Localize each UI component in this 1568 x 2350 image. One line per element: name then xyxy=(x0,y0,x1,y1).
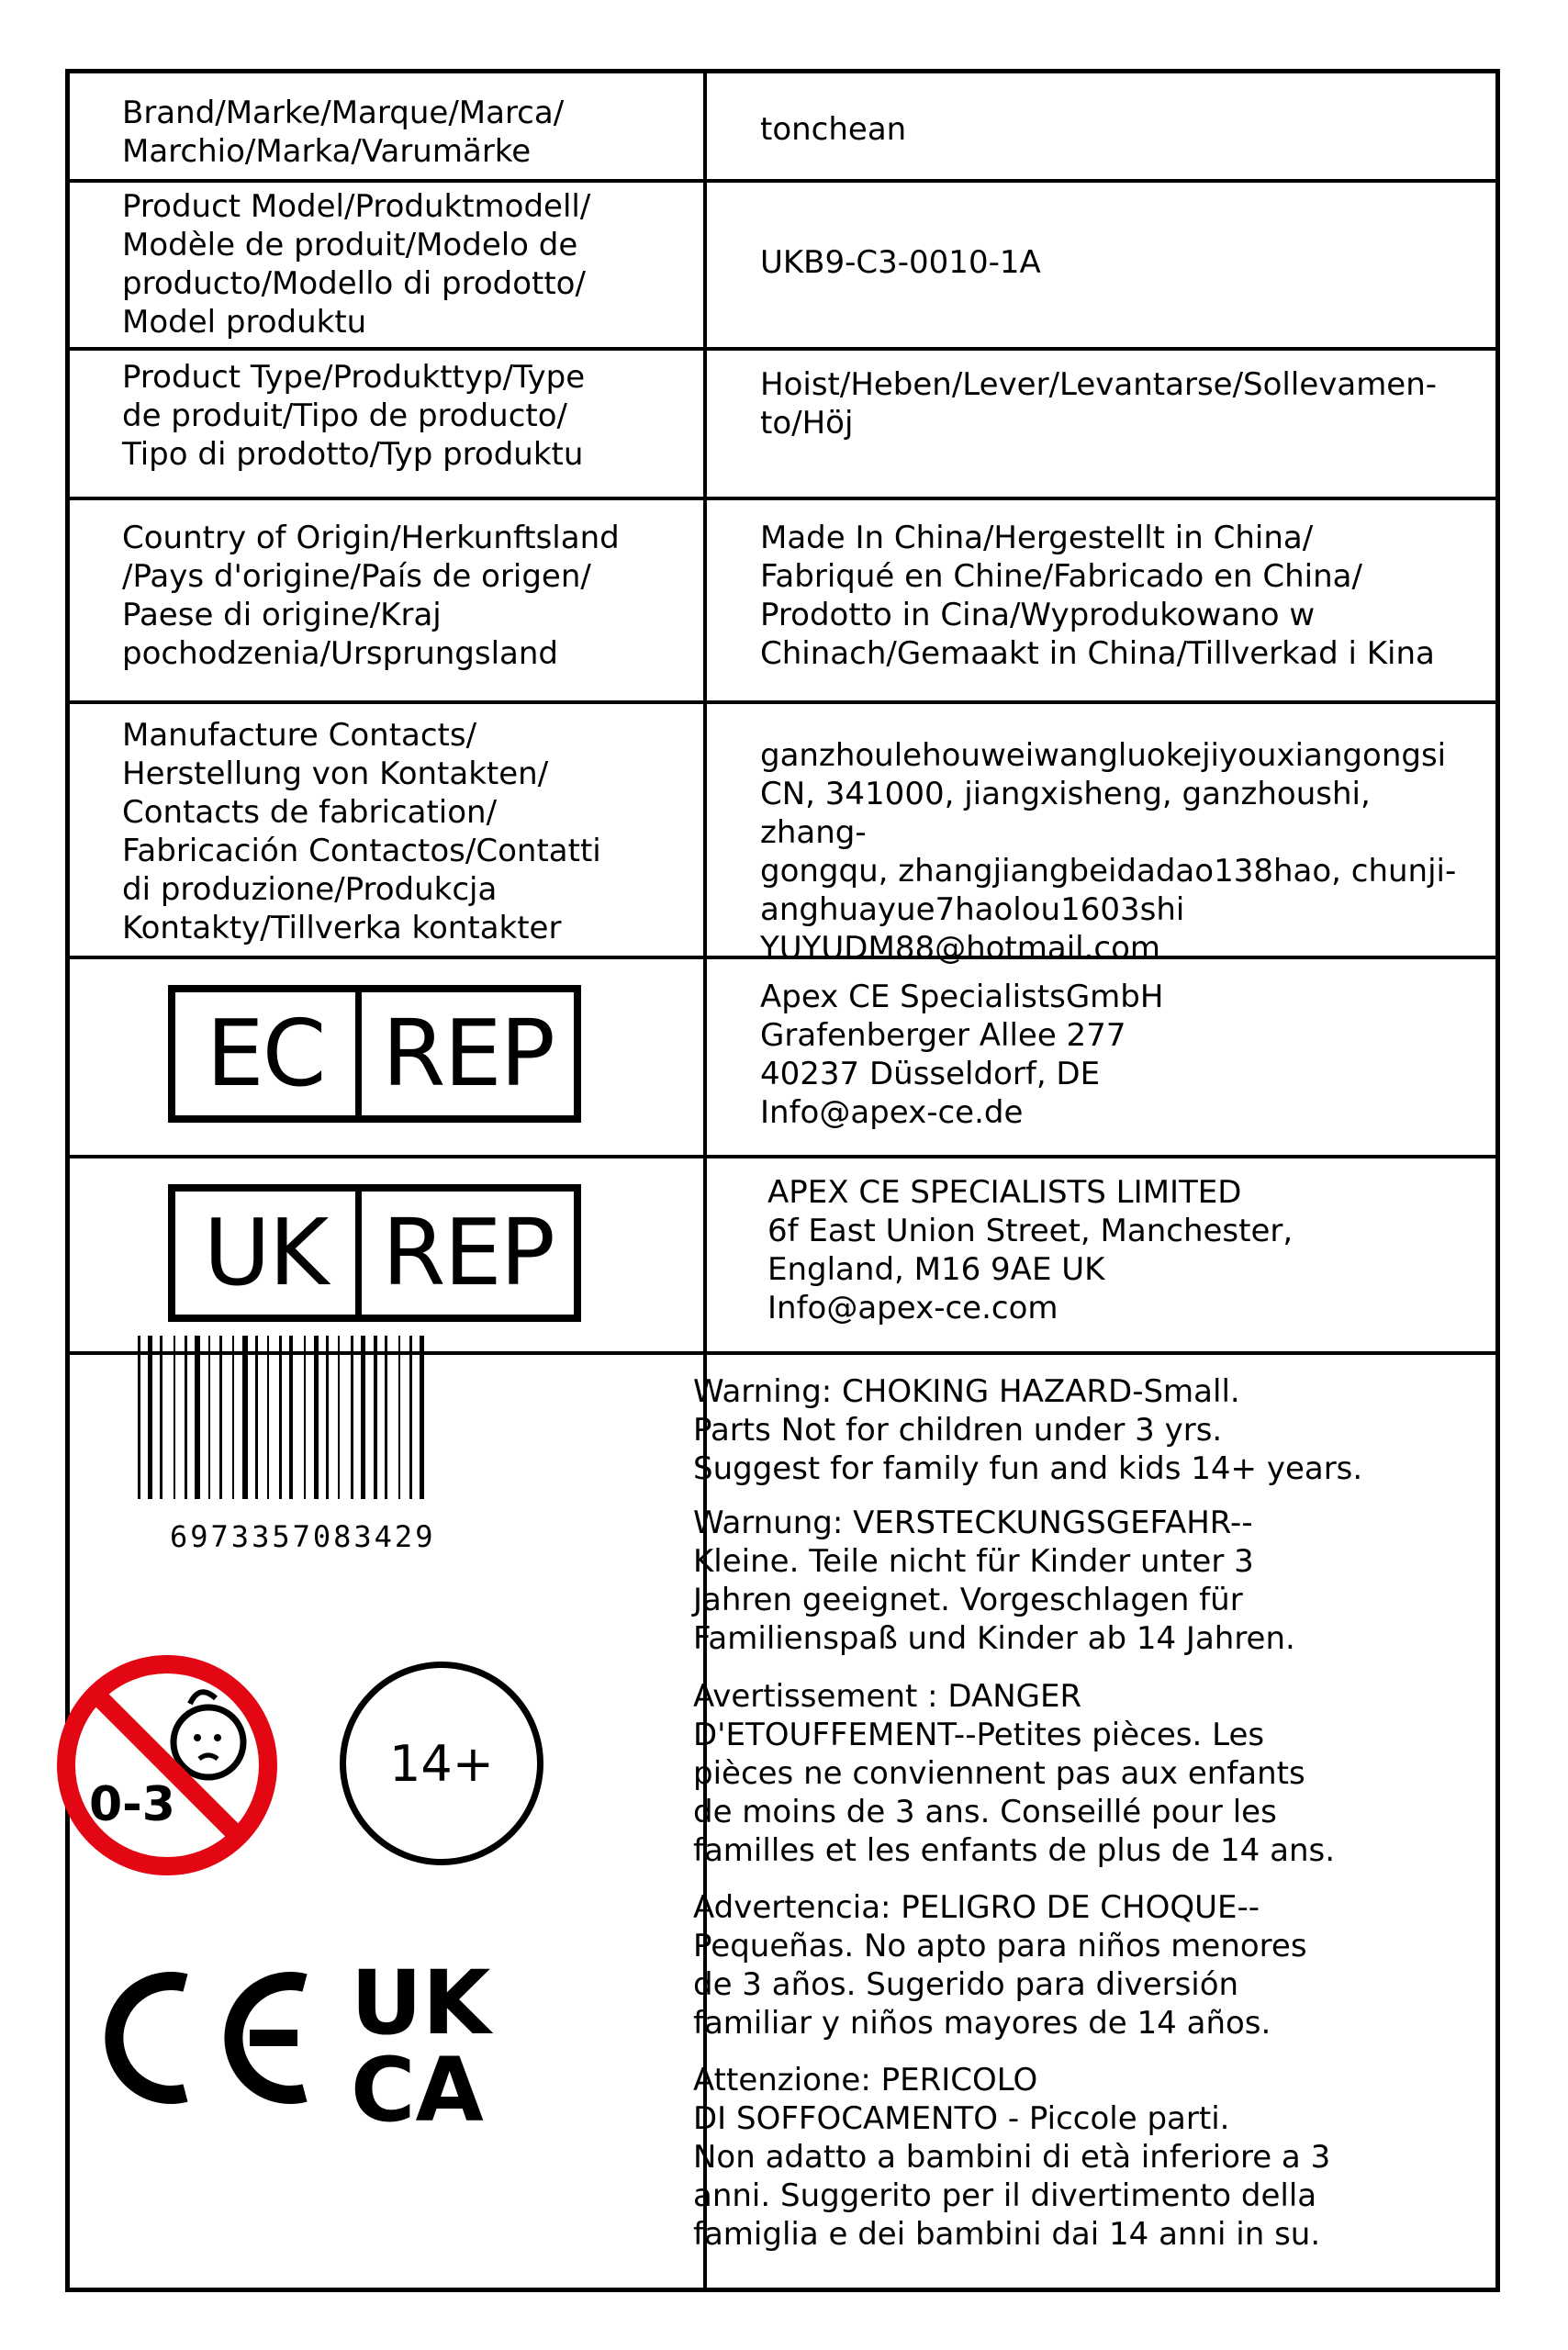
barcode-bar xyxy=(314,1336,319,1499)
warning-es: Advertencia: PELIGRO DE CHOQUE-- Pequeñas. No apto para niños menores de 3 años. Sugerido para diversión familiar y niños mayores de 14 años. xyxy=(693,1889,1307,2042)
barcode-bar xyxy=(267,1336,269,1499)
barcode-bar xyxy=(208,1336,210,1499)
barcode-bar xyxy=(255,1336,258,1499)
age-rating-text: 14+ xyxy=(389,1734,494,1793)
row-divider xyxy=(70,1155,1495,1158)
barcode-bar xyxy=(195,1336,200,1499)
age-rating-icon xyxy=(340,1662,543,1865)
barcode-bar xyxy=(185,1336,187,1499)
brand-label: Brand/Marke/Marque/Marca/ Marchio/Marka/Varumärke xyxy=(122,95,565,170)
barcode-bar xyxy=(374,1336,377,1499)
barcode-bar xyxy=(174,1336,175,1499)
barcode-number: 6973357083429 xyxy=(170,1519,436,1554)
barcode-bar xyxy=(289,1336,293,1499)
ec-rep-code: EC xyxy=(175,992,362,1115)
barcode-bar xyxy=(398,1336,400,1499)
warning-en: Warning: CHOKING HAZARD-Small. Parts Not for children under 3 yrs. Suggest for family fun and kids 14+ years. xyxy=(693,1373,1363,1487)
no-under-3-icon xyxy=(52,1651,282,1880)
barcode-bar xyxy=(351,1336,353,1499)
barcode-bar xyxy=(242,1336,248,1499)
barcode-bar xyxy=(409,1336,412,1499)
origin-label: Country of Origin/Herkunftsland /Pays d'origine/País de origen/ Paese di origine/Kraj pochodzenia/Ursprungsland xyxy=(122,520,620,672)
barcode-bar xyxy=(304,1336,306,1499)
barcode-bar xyxy=(232,1336,234,1499)
row-divider xyxy=(70,700,1495,704)
barcode-bar xyxy=(138,1336,140,1499)
svg-text:CE: CE xyxy=(66,1969,68,1970)
uk-rep-address: APEX CE SPECIALISTS LIMITED 6f East Union Street, Manchester, England, M16 9AE UK Info@apex-ce.com xyxy=(767,1174,1294,1326)
model-label: Product Model/Produktmodell/ Modèle de produit/Modelo de producto/Modello di prodotto/ Model produktu xyxy=(122,188,591,341)
barcode-bar xyxy=(385,1336,387,1499)
barcode-bar xyxy=(279,1336,282,1499)
warning-de: Warnung: VERSTECKUNGSGEFAHR-- Kleine. Teile nicht für Kinder unter 3 Jahren geeignet. Vorgeschlagen für Familienspaß und Kinder ab 14 Jahren. xyxy=(693,1505,1295,1657)
age-warning-text: 0-3 xyxy=(89,1777,175,1832)
ukca-bottom-text: CA xyxy=(351,2039,484,2130)
barcode-icon xyxy=(73,1336,615,1519)
uk-rep-symbol xyxy=(168,1184,581,1322)
warning-it: Attenzione: PERICOLO DI SOFFOCAMENTO - Piccole parti. Non adatto a bambini di età inferiore a 3 anni. Suggerito per il divertimento della famiglia e dei bambini dai 14 anni in su. xyxy=(693,2062,1331,2253)
manufacturer-value: ganzhoulehouweiwangluokejiyouxiangongsi CN, 341000, jiangxisheng, ganzhoushi, zhang- gongqu, zhangjiangbeidadao138hao, chunji- anghuayue7haolou1603shi YUYUDM88@hotmail.com xyxy=(760,737,1457,967)
barcode-bar xyxy=(160,1336,162,1499)
type-label: Product Type/Produkttyp/Type de produit/Tipo de producto/ Tipo di prodotto/Typ produktu xyxy=(122,359,586,473)
type-value: Hoist/Heben/Lever/Levantarse/Sollevamen- to/Höj xyxy=(760,366,1438,442)
barcode-bar xyxy=(219,1336,222,1499)
uk-rep-code: UK xyxy=(175,1192,362,1315)
ce-mark-icon xyxy=(66,1969,323,2107)
ukca-top-text: UK xyxy=(351,1955,491,2054)
row-divider xyxy=(70,179,1495,183)
ec-rep-address: Apex CE SpecialistsGmbH Grafenberger Allee 277 40237 Düsseldorf, DE Info@apex-ce.de xyxy=(760,979,1164,1131)
origin-value: Made In China/Hergestellt in China/ Fabriqué en Chine/Fabricado en China/ Prodotto in Cina/Wyprodukowano w Chinach/Gemaakt in China/Tillverkad i Kina xyxy=(760,520,1435,672)
barcode-bar xyxy=(361,1336,365,1499)
warning-fr: Avertissement : DANGER D'ETOUFFEMENT--Petites pièces. Les pièces ne conviennent pas aux enfants de moins de 3 ans. Conseillé pour les familles et les enfants de plus de 14 ans. xyxy=(693,1678,1336,1869)
brand-value: tonchean xyxy=(760,111,907,148)
manufacturer-label: Manufacture Contacts/ Herstellung von Kontakten/ Contacts de fabrication/ Fabricación Contactos/Contatti di produzione/Produkcja Kontakty/Tillverka kontakter xyxy=(122,717,601,946)
uk-rep-label: REP xyxy=(382,1199,554,1306)
ukca-mark-icon xyxy=(349,1955,532,2130)
barcode-bar xyxy=(148,1336,152,1499)
barcode-bar xyxy=(338,1336,340,1499)
row-divider xyxy=(70,497,1495,500)
barcode-bar xyxy=(326,1336,329,1499)
ec-rep-symbol xyxy=(168,985,581,1123)
row-divider xyxy=(70,347,1495,351)
model-value: UKB9-C3-0010-1A xyxy=(760,244,1041,281)
barcode-bar xyxy=(420,1336,424,1499)
ec-rep-label: REP xyxy=(382,1000,554,1107)
